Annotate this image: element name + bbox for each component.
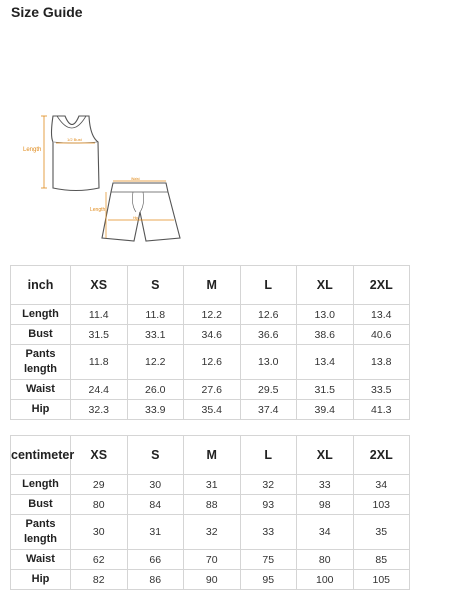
row-label: Length (11, 475, 71, 495)
table-row (11, 400, 410, 420)
table-cell: 95 (240, 570, 297, 590)
table-cell: 31 (184, 475, 241, 495)
row-label: Pants length (11, 515, 71, 550)
table-cell: 32 (184, 515, 241, 550)
row-label: Pants length (11, 345, 71, 380)
table-row (11, 380, 410, 400)
row-label: Waist (11, 550, 71, 570)
table-row (11, 550, 410, 570)
table-cell: 66 (127, 550, 184, 570)
table-cell: 32 (240, 475, 297, 495)
table-cell: 32.3 (71, 400, 128, 420)
table-row (11, 570, 410, 590)
table-cell: 93 (240, 495, 297, 515)
row-label: Bust (11, 495, 71, 515)
table-header-row (11, 436, 410, 475)
table-cell: 12.6 (184, 345, 241, 380)
size-header: M (184, 436, 241, 475)
table-cell: 105 (353, 570, 410, 590)
table-cell: 11.8 (71, 345, 128, 380)
size-table-inch (10, 265, 410, 420)
table-cell: 88 (184, 495, 241, 515)
tank-length-label: Length (23, 147, 42, 153)
table-cell: 31 (127, 515, 184, 550)
table-cell: 34 (353, 475, 410, 495)
size-header: 2XL (353, 266, 410, 305)
unit-header: centimeter (11, 436, 71, 475)
table-cell: 40.6 (353, 325, 410, 345)
page-title: Size Guide (11, 4, 83, 20)
table-cell: 34.6 (184, 325, 241, 345)
size-header: M (184, 266, 241, 305)
shorts-drawing (102, 183, 180, 241)
tank-bust-label: 1/2 Bust (67, 137, 82, 142)
tank-top-drawing (52, 116, 100, 191)
table-cell: 31.5 (71, 325, 128, 345)
row-label: Length (11, 305, 71, 325)
table-cell: 27.6 (184, 380, 241, 400)
table-cell: 33.9 (127, 400, 184, 420)
table-cell: 38.6 (297, 325, 354, 345)
size-header: XS (71, 266, 128, 305)
table-cell: 13.8 (353, 345, 410, 380)
row-label: Bust (11, 325, 71, 345)
shorts-length-label: Length (90, 207, 106, 213)
table-cell: 30 (127, 475, 184, 495)
table-cell: 86 (127, 570, 184, 590)
table-cell: 82 (71, 570, 128, 590)
size-header: XS (71, 436, 128, 475)
table-cell: 12.2 (127, 345, 184, 380)
size-header: S (127, 436, 184, 475)
table-row (11, 345, 410, 380)
table-cell: 29 (71, 475, 128, 495)
row-label: Hip (11, 570, 71, 590)
table-cell: 35 (353, 515, 410, 550)
table-cell: 75 (240, 550, 297, 570)
garment-illustration (0, 0, 461, 260)
table-cell: 37.4 (240, 400, 297, 420)
table-cell: 13.0 (297, 305, 354, 325)
table-cell: 31.5 (297, 380, 354, 400)
table-cell: 41.3 (353, 400, 410, 420)
table-row (11, 515, 410, 550)
table-cell: 34 (297, 515, 354, 550)
table-cell: 24.4 (71, 380, 128, 400)
table-cell: 35.4 (184, 400, 241, 420)
table-cell: 26.0 (127, 380, 184, 400)
table-cell: 11.8 (127, 305, 184, 325)
row-label: Hip (11, 400, 71, 420)
table-cell: 85 (353, 550, 410, 570)
table-cell: 98 (297, 495, 354, 515)
size-table-centimeter (10, 435, 410, 590)
table-row (11, 475, 410, 495)
size-header: L (240, 436, 297, 475)
table-header-row (11, 266, 410, 305)
table-cell: 33.5 (353, 380, 410, 400)
table-row (11, 305, 410, 325)
table-cell: 80 (297, 550, 354, 570)
table-cell: 39.4 (297, 400, 354, 420)
table-cell: 12.6 (240, 305, 297, 325)
table-cell: 90 (184, 570, 241, 590)
table-cell: 80 (71, 495, 128, 515)
table-cell: 30 (71, 515, 128, 550)
table-row (11, 325, 410, 345)
table-cell: 29.5 (240, 380, 297, 400)
table-cell: 103 (353, 495, 410, 515)
size-header: XL (297, 266, 354, 305)
table-cell: 13.4 (297, 345, 354, 380)
table-cell: 84 (127, 495, 184, 515)
shorts-markers (106, 181, 174, 238)
size-header: XL (297, 436, 354, 475)
table-row (11, 495, 410, 515)
table-cell: 36.6 (240, 325, 297, 345)
size-header: S (127, 266, 184, 305)
table-cell: 12.2 (184, 305, 241, 325)
table-cell: 33.1 (127, 325, 184, 345)
table-cell: 13.4 (353, 305, 410, 325)
table-cell: 33 (297, 475, 354, 495)
row-label: Waist (11, 380, 71, 400)
size-header: L (240, 266, 297, 305)
table-cell: 33 (240, 515, 297, 550)
table-cell: 11.4 (71, 305, 128, 325)
table-cell: 100 (297, 570, 354, 590)
shorts-waist-label: Waist (131, 177, 140, 181)
table-cell: 62 (71, 550, 128, 570)
table-cell: 70 (184, 550, 241, 570)
table-cell: 13.0 (240, 345, 297, 380)
size-header: 2XL (353, 436, 410, 475)
unit-header: inch (11, 266, 71, 305)
shorts-hip-label: Hip (133, 216, 139, 220)
